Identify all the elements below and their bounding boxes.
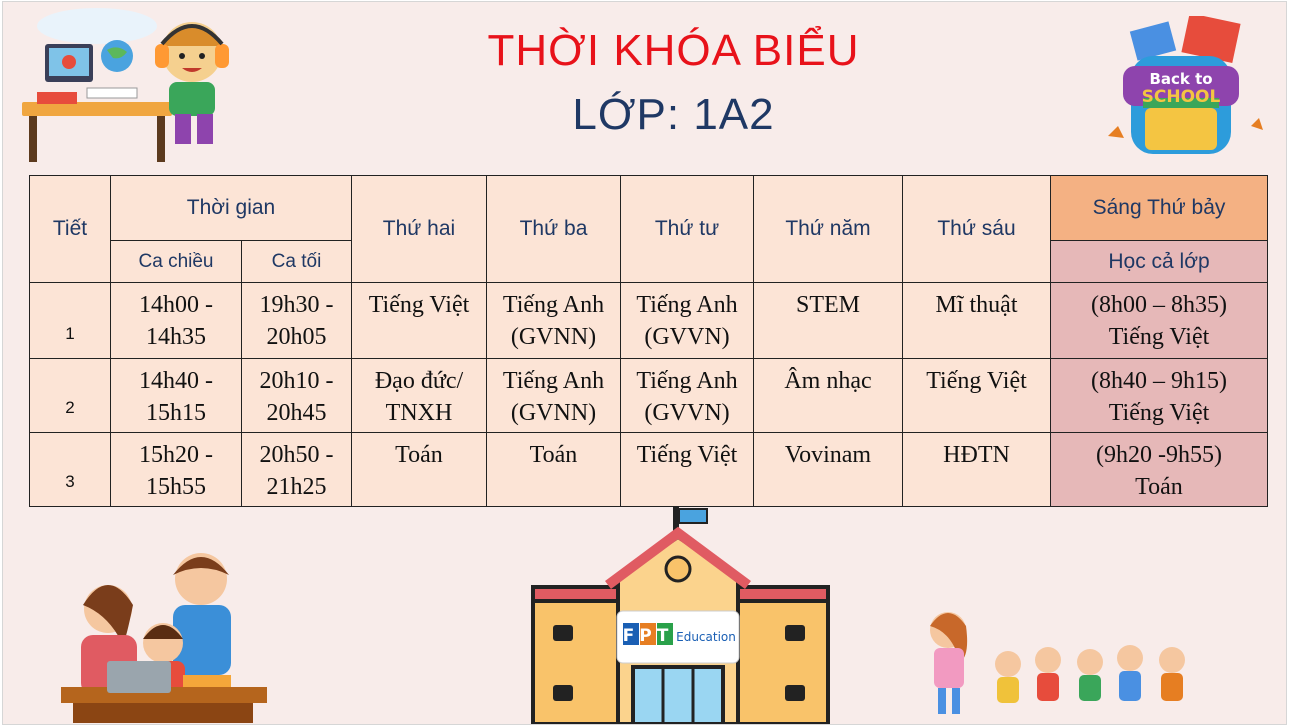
cell-thu-sau [903, 359, 1051, 433]
cell-thu-tu [621, 359, 754, 433]
page-title: THỜI KHÓA BIỂU [487, 26, 860, 75]
header-thu-sau: Thứ sáu [903, 176, 1051, 283]
cell-ca-toi [242, 433, 352, 507]
cell-line: 15h20 - [139, 442, 213, 468]
fpt-logo-letters: FPT [622, 626, 674, 646]
fpt-logo-education: Education [676, 630, 736, 644]
cell-thu-nam [754, 433, 903, 507]
slide [2, 1, 1287, 725]
cell-thu-hai [352, 433, 487, 507]
cell-line: Tiếng Việt [368, 292, 470, 318]
cell-thu-sau [903, 283, 1051, 359]
cell-line: Toán [395, 442, 443, 468]
sticker-line1: Back to [1149, 70, 1213, 88]
cell-line: (8h00 – 8h35) [1091, 292, 1227, 318]
header-ca-chieu: Ca chiều [111, 241, 242, 283]
cell-line: (GVVN) [644, 324, 730, 350]
sticker-line2: SCHOOL [1141, 87, 1221, 107]
cell-ca-chieu [111, 283, 242, 359]
cell-thu-nam [754, 283, 903, 359]
header-thu-ba: Thứ ba [487, 176, 621, 283]
period-number: 1 [30, 283, 111, 359]
cell-line: 20h50 - [259, 442, 334, 468]
cell-line: 14h00 - [139, 292, 213, 318]
cell-line: Tiếng Việt [1108, 400, 1210, 426]
child-studying-illustration [17, 4, 242, 169]
cell-line: Âm nhạc [784, 368, 872, 394]
header-thu-tu: Thứ tư [621, 176, 754, 283]
timetable-body [30, 283, 1268, 507]
cell-line: Tiếng Anh [502, 292, 605, 318]
cell-line: 14h40 - [139, 368, 213, 394]
header-sang-thu-bay: Sáng Thứ bảy [1051, 176, 1268, 241]
header-thu-hai: Thứ hai [352, 176, 487, 283]
cell-line: (9h20 -9h55) [1096, 442, 1222, 468]
cell-thu-sau [903, 433, 1051, 507]
cell-line: Vovinam [784, 442, 872, 468]
cell-line: Đạo đức/ [374, 368, 464, 394]
period-number: 3 [30, 433, 111, 507]
cell-line: 21h25 [266, 474, 327, 500]
cell-line: (GVNN) [510, 400, 597, 426]
cell-thu-bay [1051, 283, 1268, 359]
cell-line: 20h10 - [259, 368, 334, 394]
header-thoi-gian: Thời gian [111, 176, 352, 241]
cell-thu-ba [487, 283, 621, 359]
cell-line: Tiếng Việt [1108, 324, 1210, 350]
cell-ca-chieu [111, 433, 242, 507]
cell-thu-tu [621, 283, 754, 359]
timetable [29, 175, 1268, 507]
cell-line: Tiếng Anh [636, 368, 738, 394]
cell-thu-tu [621, 433, 754, 507]
period-number: 2 [30, 359, 111, 433]
cell-thu-hai [352, 359, 487, 433]
header-hoc-ca-lop: Học cả lớp [1051, 241, 1268, 283]
cell-line: 20h05 [266, 324, 327, 350]
header-tiet: Tiết [30, 176, 111, 283]
page-subtitle: LỚP: 1A2 [572, 90, 775, 139]
cell-thu-bay [1051, 433, 1268, 507]
cell-line: Toán [1135, 474, 1183, 500]
table-row [30, 433, 1268, 507]
cell-line: Tiếng Anh [502, 368, 605, 394]
cell-ca-toi [242, 359, 352, 433]
cell-thu-ba [487, 433, 621, 507]
family-laptop-illustration [33, 547, 273, 723]
cell-line: (8h40 – 9h15) [1091, 368, 1227, 394]
cell-line: (GVNN) [510, 324, 597, 350]
cell-ca-chieu [111, 359, 242, 433]
header-thu-nam: Thứ năm [754, 176, 903, 283]
table-row [30, 283, 1268, 359]
cell-ca-toi [242, 283, 352, 359]
cell-line: Tiếng Việt [636, 442, 738, 468]
cell-line: 20h45 [266, 400, 327, 426]
back-to-school-backpack-icon [1103, 16, 1263, 161]
cell-line: Mĩ thuật [935, 292, 1018, 318]
cell-line: 15h15 [146, 400, 206, 426]
cell-line: Toán [529, 442, 578, 468]
cell-line: 15h55 [146, 474, 206, 500]
cell-line: STEM [795, 292, 860, 318]
cell-thu-bay [1051, 359, 1268, 433]
cell-line: (GVVN) [644, 400, 730, 426]
cell-line: Tiếng Anh [636, 292, 738, 318]
cell-thu-nam [754, 359, 903, 433]
header-ca-toi: Ca tối [242, 241, 352, 283]
kids-group-illustration [908, 602, 1208, 718]
cell-line: 14h35 [146, 324, 206, 350]
cell-line: Tiếng Việt [926, 368, 1027, 394]
cell-line: TNXH [385, 400, 453, 426]
cell-thu-ba [487, 359, 621, 433]
cell-line: HĐTN [943, 442, 1010, 468]
school-building-illustration [523, 507, 838, 724]
cell-line: 19h30 - [259, 292, 334, 318]
table-row [30, 359, 1268, 433]
cell-thu-hai [352, 283, 487, 359]
